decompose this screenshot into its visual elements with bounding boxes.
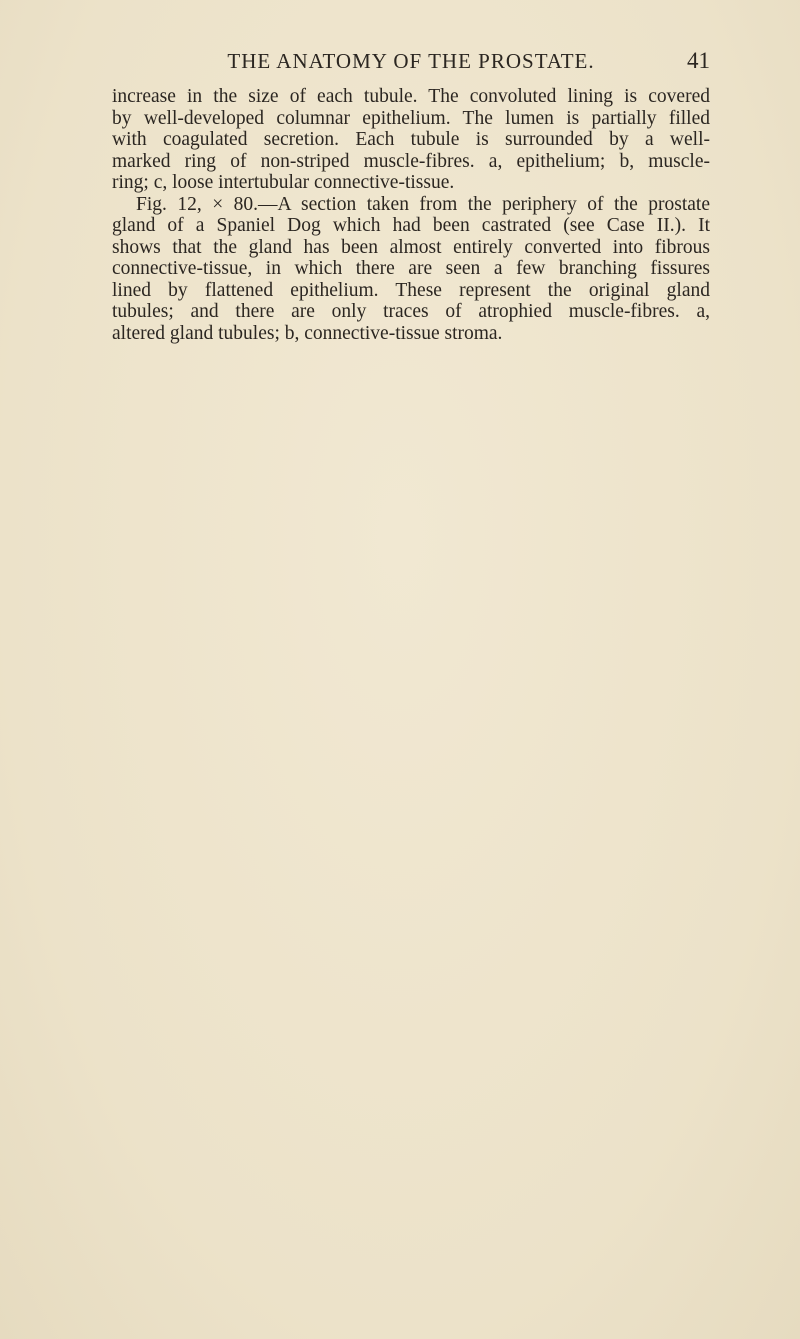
- page-number: 41: [687, 48, 710, 73]
- body-text: [112, 86, 710, 344]
- running-head: [112, 46, 710, 76]
- text-line: with coagulated secretion. Each tubule is surrounded by a well-: [112, 129, 710, 150]
- text-line: ring; c, loose intertubular connective-tissue.: [112, 172, 455, 193]
- text-line: tubules; and there are only traces of atrophied muscle-fibres. a,: [112, 301, 710, 322]
- text-line: marked ring of non-striped muscle-fibres. a, epithelium; b, muscle-: [112, 150, 710, 172]
- text-line: shows that the gland has been almost entirely converted into fibrous: [112, 236, 710, 258]
- figure-caption-line: Fig. 12, × 80.—A section taken from the periphery of the prostate: [136, 193, 710, 215]
- text-line: by well-developed columnar epithelium. The lumen is partially filled: [112, 107, 710, 129]
- text-line: altered gland tubules; b, connective-tissue stroma.: [112, 322, 503, 344]
- text-line: gland of a Spaniel Dog which had been castrated (see Case II.). It: [112, 215, 710, 236]
- text-line: increase in the size of each tubule. The convoluted lining is covered: [112, 86, 710, 107]
- text-line: lined by flattened epithelium. These represent the original gland: [112, 279, 710, 301]
- text-line: connective-tissue, in which there are seen a few branching fissures: [112, 258, 710, 279]
- running-title: THE ANATOMY OF THE PROSTATE.: [227, 49, 595, 73]
